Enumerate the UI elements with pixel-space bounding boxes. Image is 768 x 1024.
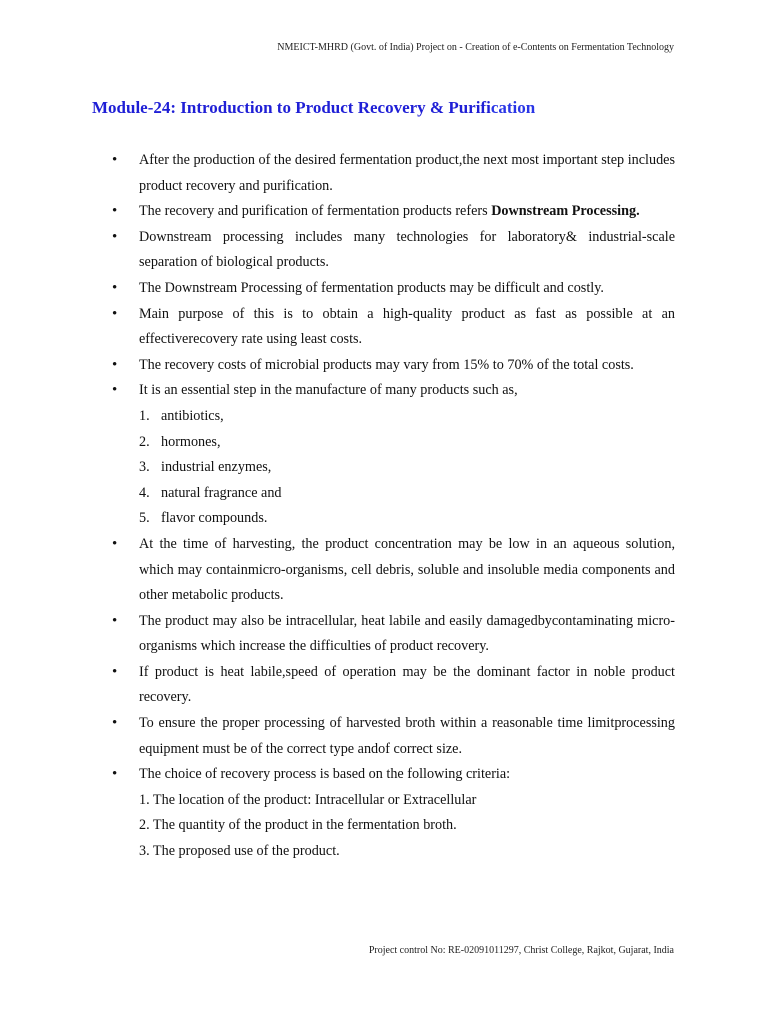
bullet-text: The recovery and purification of fermentation products refers — [139, 203, 492, 220]
list-item: • The product may also be intracellular, heat labile and easily damagedbycontaminating micro-organisms which increase the difficulties of product recovery. — [92, 609, 675, 660]
module-title — [92, 98, 535, 118]
criteria-item: 1. The location of the product: Intracellular or Extracellular — [139, 791, 477, 808]
list-item: • Downstream processing includes many technologies for laboratory& industrial-scale separation of biological products. — [92, 225, 675, 276]
criteria-item: 3. The proposed use of the product. — [139, 843, 340, 860]
bullet-list — [92, 148, 675, 865]
list-item — [92, 762, 675, 864]
list-item — [92, 378, 675, 532]
content-body — [92, 148, 675, 865]
page-footer: Project control No: RE-02091011297, Christ College, Rajkot, Gujarat, India — [368, 945, 674, 956]
bold-term: Downstream Processing. — [491, 203, 640, 220]
list-item: • The recovery costs of microbial products may vary from 15% to 70% of the total costs. — [92, 353, 675, 379]
product-list — [139, 404, 675, 532]
product-item: 4. natural fragrance and — [139, 484, 282, 501]
bullet-text: • It is an essential step in the manufacture of many products such as, — [139, 382, 518, 399]
product-item: 3. industrial enzymes, — [139, 459, 272, 476]
product-item: 1. antibiotics, — [139, 407, 224, 424]
list-item: • After the production of the desired fermentation product,the next most important step includes product recovery and purification. — [92, 148, 675, 199]
list-item — [92, 199, 675, 225]
bullet-text: • The choice of recovery process is based on the following criteria: — [139, 766, 511, 783]
product-item: 5. flavor compounds. — [139, 510, 268, 527]
product-item: 2. hormones, — [139, 433, 221, 450]
criteria-item: 2. The quantity of the product in the fermentation broth. — [139, 817, 457, 834]
list-item: • Main purpose of this is to obtain a high-quality product as fast as possible at an effectiverecovery rate using least costs. — [92, 302, 675, 353]
module-title-tail: cation — [490, 98, 536, 117]
page-header: NMEICT-MHRD (Govt. of India) Project on - Creation of e-Contents on Fermentation Technology — [277, 42, 674, 53]
criteria-list — [139, 788, 675, 865]
module-title-main: Module-24: Introduction to Product Recovery & Purifi — [92, 98, 491, 117]
list-item: • At the time of harvesting, the product concentration may be low in an aqueous solution, which may containmicro-organisms, cell debris, soluble and insoluble media components and other metabolic products. — [92, 532, 675, 609]
list-item: • To ensure the proper processing of harvested broth within a reasonable time limitprocessing equipment must be of the correct type andof correct size. — [92, 711, 675, 762]
list-item: • If product is heat labile,speed of operation may be the dominant factor in noble product recovery. — [92, 660, 675, 711]
list-item: • The Downstream Processing of fermentation products may be difficult and costly. — [92, 276, 675, 302]
